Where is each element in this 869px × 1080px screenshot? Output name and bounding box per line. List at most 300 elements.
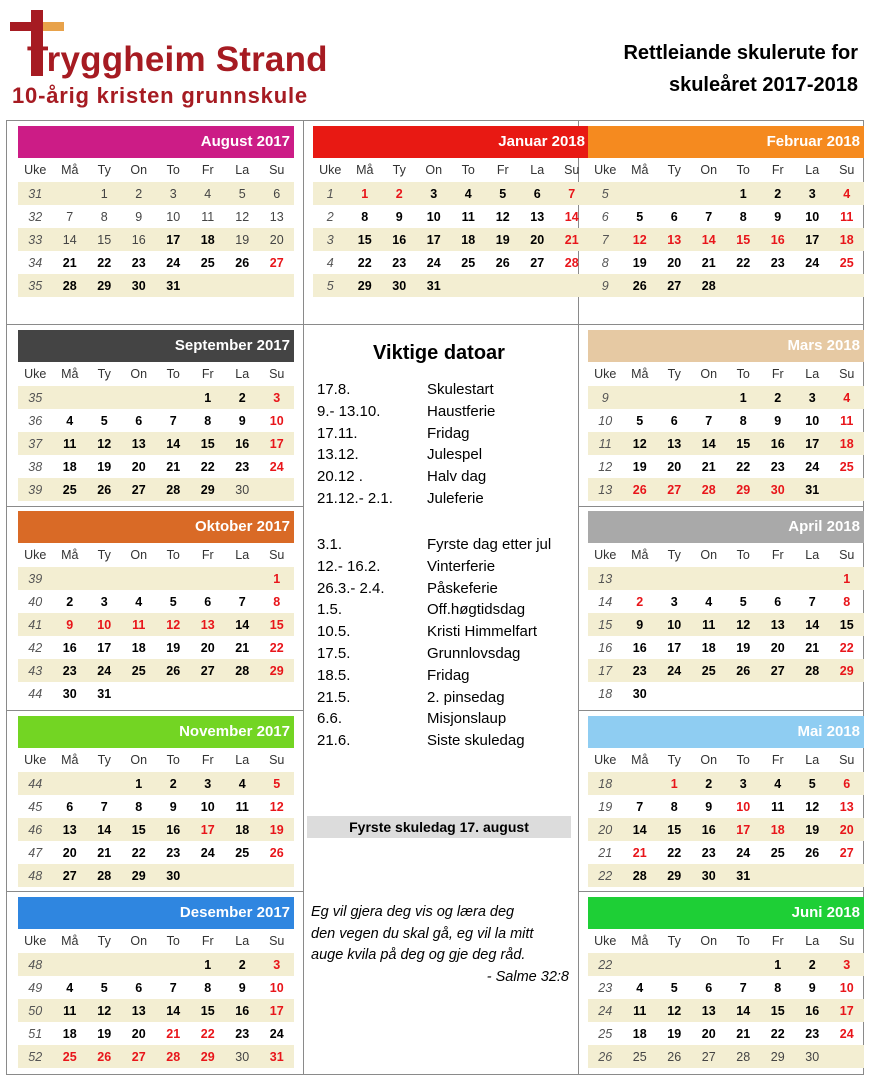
day-cell: 15	[87, 228, 122, 251]
day-cell: 4	[66, 980, 74, 995]
month-title: Desember 2017	[18, 897, 294, 929]
date-value: 21.12.- 2.1.	[317, 490, 393, 507]
day-cell: 25	[461, 255, 476, 270]
day-cell	[156, 567, 191, 590]
week-row	[18, 1022, 294, 1045]
week-number: 1	[313, 182, 348, 205]
day-cell	[87, 772, 122, 795]
day-cell: 19	[632, 459, 647, 474]
month-title: Januar 2018	[313, 126, 589, 158]
day-cell: 15	[830, 613, 865, 636]
row-divider	[578, 506, 864, 507]
day-cell	[657, 182, 692, 205]
week-row	[588, 432, 864, 455]
day-cell: 22	[736, 255, 751, 270]
week-row	[588, 659, 864, 682]
day-cell	[795, 274, 830, 297]
day-cell	[623, 182, 658, 205]
day-cell: 30	[225, 1045, 260, 1068]
day-cell	[53, 386, 88, 409]
week-number: 52	[18, 1045, 53, 1068]
day-cell: 5	[169, 594, 177, 609]
day-cell: 4	[66, 413, 74, 428]
week-number: 35	[18, 274, 53, 297]
day-cell	[623, 567, 658, 590]
weekday-header: To	[166, 753, 180, 767]
day-cell	[657, 682, 692, 705]
week-number: 4	[326, 255, 334, 270]
day-cell: 17	[795, 228, 830, 251]
weekday-header: Fr	[201, 548, 214, 562]
day-cell: 9	[774, 413, 782, 428]
day-cell: 13	[839, 799, 854, 814]
week-row	[18, 976, 294, 999]
day-cell: 14	[156, 432, 191, 455]
week-row	[313, 274, 589, 297]
day-cell: 24	[87, 659, 122, 682]
month-calendar	[588, 330, 864, 501]
day-cell: 28	[795, 659, 830, 682]
week-row	[588, 864, 864, 887]
weekday-header: Må	[631, 934, 649, 948]
day-cell: 29	[191, 478, 226, 501]
day-cell: 22	[839, 640, 854, 655]
week-row	[18, 636, 294, 659]
day-cell: 11	[840, 209, 854, 224]
day-cell: 8	[273, 594, 281, 609]
day-cell: 18	[761, 818, 796, 841]
day-cell: 25	[770, 845, 785, 860]
day-cell: 21	[166, 1026, 181, 1041]
day-cell: 18	[701, 640, 716, 655]
day-cell	[830, 1045, 865, 1068]
week-number: 19	[598, 799, 613, 814]
weekday-header: Uke	[24, 163, 47, 177]
weekday-header: Ty	[667, 548, 681, 562]
day-cell: 26	[657, 1045, 692, 1068]
day-cell: 1	[657, 772, 692, 795]
day-cell: 31	[417, 274, 452, 297]
day-cell: 11	[840, 413, 854, 428]
day-cell: 8	[135, 799, 143, 814]
day-cell: 27	[692, 1045, 727, 1068]
weekday-header: To	[736, 163, 750, 177]
day-cell: 17	[726, 818, 761, 841]
day-cell: 28	[156, 1045, 191, 1068]
day-cell: 25	[839, 459, 854, 474]
weekday-header: Ty	[97, 934, 111, 948]
day-cell: 26	[235, 255, 250, 270]
day-cell: 29	[761, 1045, 796, 1068]
day-cell: 5	[486, 182, 521, 205]
quote-source: - Salme 32:8	[486, 968, 569, 985]
day-cell: 31	[97, 686, 112, 701]
day-cell: 6	[66, 799, 74, 814]
week-number: 38	[28, 459, 43, 474]
day-cell: 22	[97, 255, 112, 270]
day-cell: 8	[204, 413, 212, 428]
date-label: Off.høgtidsdag	[427, 601, 526, 619]
day-cell	[726, 274, 761, 297]
day-cell	[260, 478, 295, 501]
day-cell: 22	[131, 845, 146, 860]
day-cell	[692, 567, 727, 590]
day-cell: 14	[156, 999, 191, 1022]
day-cell: 14	[53, 228, 88, 251]
day-cell: 30	[761, 478, 796, 501]
week-row	[588, 636, 864, 659]
day-cell: 15	[260, 613, 295, 636]
day-cell	[726, 682, 761, 705]
week-number: 32	[28, 209, 43, 224]
week-row	[18, 953, 294, 976]
weekday-header: Uke	[594, 934, 617, 948]
day-cell: 9	[169, 799, 177, 814]
day-cell: 6	[670, 209, 678, 224]
weekday-header: Uke	[24, 934, 47, 948]
week-number: 51	[28, 1026, 43, 1041]
row-divider	[6, 324, 864, 325]
day-cell	[53, 567, 88, 590]
day-cell: 27	[657, 478, 692, 501]
day-cell: 30	[795, 1045, 830, 1068]
column-divider	[303, 120, 304, 1075]
day-cell: 11	[122, 613, 157, 636]
day-cell: 7	[705, 209, 713, 224]
weekday-header: Ty	[97, 548, 111, 562]
day-cell	[692, 182, 727, 205]
date-value: 6.6.	[317, 710, 343, 728]
day-cell: 26	[495, 255, 510, 270]
weekday-header: Uke	[24, 367, 47, 381]
day-cell: 4	[225, 772, 260, 795]
day-cell: 10	[657, 613, 692, 636]
first-school-day-banner: Fyrste skuledag 17. august	[307, 816, 571, 838]
day-cell: 9	[238, 980, 246, 995]
day-cell: 27	[530, 255, 545, 270]
day-cell: 12	[87, 432, 122, 455]
day-cell: 17	[156, 228, 191, 251]
day-cell	[623, 772, 658, 795]
day-cell: 16	[122, 228, 157, 251]
day-cell	[692, 953, 727, 976]
week-row	[313, 251, 589, 274]
day-cell: 20	[667, 255, 682, 270]
day-cell	[156, 386, 191, 409]
day-cell: 14	[692, 228, 727, 251]
day-cell: 25	[122, 659, 157, 682]
day-cell: 8	[361, 209, 369, 224]
date-label: Vinterferie	[427, 557, 496, 575]
weekday-header: Må	[631, 753, 649, 767]
day-cell: 14	[87, 818, 122, 841]
weekday-header: On	[700, 753, 718, 767]
weekday-header: Uke	[24, 548, 47, 562]
week-number: 6	[601, 209, 609, 224]
day-cell: 10	[839, 980, 854, 995]
week-row	[588, 613, 864, 636]
day-cell: 28	[692, 478, 727, 501]
day-cell: 23	[235, 459, 250, 474]
header	[0, 0, 869, 118]
month-title: April 2018	[588, 511, 864, 543]
day-cell: 23	[623, 659, 658, 682]
day-cell: 7	[169, 413, 177, 428]
day-cell: 19	[486, 228, 521, 251]
day-cell: 25	[839, 255, 854, 270]
month-title: Februar 2018	[588, 126, 864, 158]
week-number: 5	[313, 274, 348, 297]
day-cell: 20	[770, 640, 785, 655]
day-cell: 25	[692, 659, 727, 682]
day-cell: 14	[623, 818, 658, 841]
weekday-header: To	[736, 934, 750, 948]
day-cell: 3	[100, 594, 108, 609]
day-cell: 13	[191, 613, 226, 636]
day-cell: 6	[520, 182, 555, 205]
weekday-header: Må	[61, 367, 79, 381]
day-cell: 8	[843, 594, 851, 609]
day-cell: 16	[156, 818, 191, 841]
day-cell	[191, 274, 226, 297]
day-cell: 11	[692, 613, 727, 636]
day-cell: 1	[726, 386, 761, 409]
weekday-header: On	[130, 934, 148, 948]
day-cell: 13	[122, 999, 157, 1022]
day-cell: 29	[122, 864, 157, 887]
day-cell	[795, 682, 830, 705]
weekday-header: To	[736, 753, 750, 767]
day-cell: 2	[795, 953, 830, 976]
weekday-header: Fr	[201, 163, 214, 177]
day-cell: 16	[632, 640, 647, 655]
weekday-header: Ty	[667, 934, 681, 948]
day-cell	[191, 682, 226, 705]
week-number: 15	[588, 613, 623, 636]
week-number: 36	[28, 413, 43, 428]
day-cell: 11	[623, 999, 658, 1022]
day-cell: 2	[692, 772, 727, 795]
week-row	[18, 567, 294, 590]
weekday-header: Må	[61, 163, 79, 177]
week-row	[588, 976, 864, 999]
weekday-header: Su	[269, 753, 285, 767]
day-cell: 4	[830, 182, 865, 205]
week-row	[588, 590, 864, 613]
day-cell	[260, 864, 295, 887]
day-cell: 2	[66, 594, 74, 609]
week-number: 14	[598, 594, 613, 609]
day-cell	[53, 182, 88, 205]
day-cell: 1	[726, 182, 761, 205]
day-cell: 2	[382, 182, 417, 205]
weekday-header: La	[235, 163, 250, 177]
day-cell: 11	[771, 799, 785, 814]
day-cell: 30	[632, 686, 647, 701]
month-calendar	[18, 716, 294, 887]
day-cell: 26	[156, 659, 191, 682]
day-cell: 31	[260, 1045, 295, 1068]
weekday-header: Fr	[496, 163, 509, 177]
week-number: 46	[18, 818, 53, 841]
day-cell	[623, 386, 658, 409]
day-cell: 30	[225, 478, 260, 501]
date-value: 13.12.	[317, 446, 359, 464]
day-cell: 31	[726, 864, 761, 887]
day-cell	[191, 567, 226, 590]
quote-line: Eg vil gjera deg vis og læra deg	[311, 904, 515, 920]
day-cell: 7	[66, 209, 74, 224]
day-cell: 30	[382, 274, 417, 297]
day-cell	[657, 953, 692, 976]
weekday-header: Uke	[594, 163, 617, 177]
day-cell: 6	[204, 594, 212, 609]
month-title: September 2017	[18, 330, 294, 362]
day-cell: 15	[726, 432, 761, 455]
day-cell: 7	[808, 594, 816, 609]
day-cell: 16	[225, 999, 260, 1022]
day-cell: 19	[225, 228, 260, 251]
weekday-header: Su	[269, 934, 285, 948]
day-cell: 29	[260, 659, 295, 682]
day-cell: 29	[830, 659, 865, 682]
day-cell	[726, 567, 761, 590]
day-cell: 7	[739, 980, 747, 995]
day-cell: 24	[200, 845, 215, 860]
weekday-header: Uke	[594, 367, 617, 381]
day-cell: 27	[657, 274, 692, 297]
day-cell: 13	[692, 999, 727, 1022]
quote-line: den vegen du skal gå, eg vil la mitt	[311, 925, 534, 942]
day-cell: 28	[564, 255, 579, 270]
day-cell: 10	[269, 413, 284, 428]
day-cell: 4	[135, 594, 143, 609]
day-cell: 27	[269, 255, 284, 270]
day-cell	[726, 953, 761, 976]
day-cell: 18	[830, 228, 865, 251]
day-cell: 12	[623, 228, 658, 251]
day-cell: 24	[805, 459, 820, 474]
day-cell: 3	[156, 182, 191, 205]
week-number: 16	[598, 640, 613, 655]
weekday-header: To	[736, 548, 750, 562]
day-cell: 3	[670, 594, 678, 609]
row-divider	[6, 891, 303, 892]
day-cell: 9	[808, 980, 816, 995]
day-cell: 23	[131, 255, 146, 270]
day-cell: 5	[225, 182, 260, 205]
weekday-header: Må	[631, 367, 649, 381]
weekday-header: Må	[61, 934, 79, 948]
date-value: 26.3.- 2.4.	[317, 579, 385, 597]
weekday-header: Uke	[319, 163, 342, 177]
day-cell: 22	[200, 1026, 215, 1041]
day-cell: 9	[705, 799, 713, 814]
weekday-header: On	[700, 163, 718, 177]
day-cell: 14	[795, 613, 830, 636]
week-row	[18, 432, 294, 455]
day-cell: 4	[451, 182, 486, 205]
day-cell: 3	[726, 772, 761, 795]
week-row	[588, 478, 864, 501]
day-cell	[122, 953, 157, 976]
week-number: 37	[18, 432, 53, 455]
day-cell: 21	[632, 845, 647, 860]
day-cell: 20	[260, 228, 295, 251]
date-value: 18.5.	[317, 666, 351, 684]
day-cell: 21	[805, 640, 820, 655]
week-row	[18, 409, 294, 432]
day-cell: 27	[761, 659, 796, 682]
day-cell	[692, 386, 727, 409]
week-row	[588, 409, 864, 432]
day-cell: 13	[530, 209, 545, 224]
day-cell: 23	[235, 1026, 250, 1041]
week-number: 33	[18, 228, 53, 251]
week-number: 24	[588, 999, 623, 1022]
week-row	[18, 1045, 294, 1068]
day-cell: 16	[761, 432, 796, 455]
date-value: 12.- 16.2.	[317, 557, 381, 575]
weekday-header: Su	[269, 163, 285, 177]
quote-line: auge kvila på deg og gje deg råd.	[311, 947, 526, 963]
day-cell: 28	[156, 478, 191, 501]
day-cell	[795, 567, 830, 590]
weekday-header: La	[805, 934, 820, 948]
week-row	[588, 567, 864, 590]
weekday-header: Uke	[24, 753, 47, 767]
day-cell: 29	[348, 274, 383, 297]
weekday-header: Fr	[771, 934, 784, 948]
month-calendar	[588, 126, 864, 297]
weekday-header: Fr	[201, 934, 214, 948]
day-cell: 22	[736, 459, 751, 474]
week-number: 45	[28, 799, 43, 814]
day-cell: 7	[705, 413, 713, 428]
week-row	[588, 182, 864, 205]
day-cell	[657, 567, 692, 590]
day-cell: 30	[156, 864, 191, 887]
week-number: 2	[326, 209, 334, 224]
weekday-header: La	[235, 367, 250, 381]
weekday-header: On	[130, 367, 148, 381]
bible-quote	[311, 902, 571, 988]
day-cell: 10	[269, 980, 284, 995]
day-cell: 29	[87, 274, 122, 297]
day-cell: 15	[191, 999, 226, 1022]
day-cell: 10	[426, 209, 441, 224]
weekday-header: To	[166, 548, 180, 562]
day-cell	[830, 864, 865, 887]
day-cell: 17	[191, 818, 226, 841]
day-cell: 15	[657, 818, 692, 841]
day-cell	[830, 478, 865, 501]
day-cell: 26	[623, 274, 658, 297]
date-label: Julespel	[427, 446, 483, 464]
row-divider	[578, 891, 864, 892]
week-number: 35	[18, 386, 53, 409]
day-cell: 3	[260, 953, 295, 976]
day-cell: 13	[761, 613, 796, 636]
week-row	[18, 795, 294, 818]
month-title: August 2017	[18, 126, 294, 158]
weekday-header: On	[700, 548, 718, 562]
day-cell: 31	[795, 478, 830, 501]
week-row	[18, 864, 294, 887]
week-number: 48	[18, 953, 53, 976]
day-cell: 10	[166, 209, 181, 224]
weekday-header: Su	[839, 934, 855, 948]
